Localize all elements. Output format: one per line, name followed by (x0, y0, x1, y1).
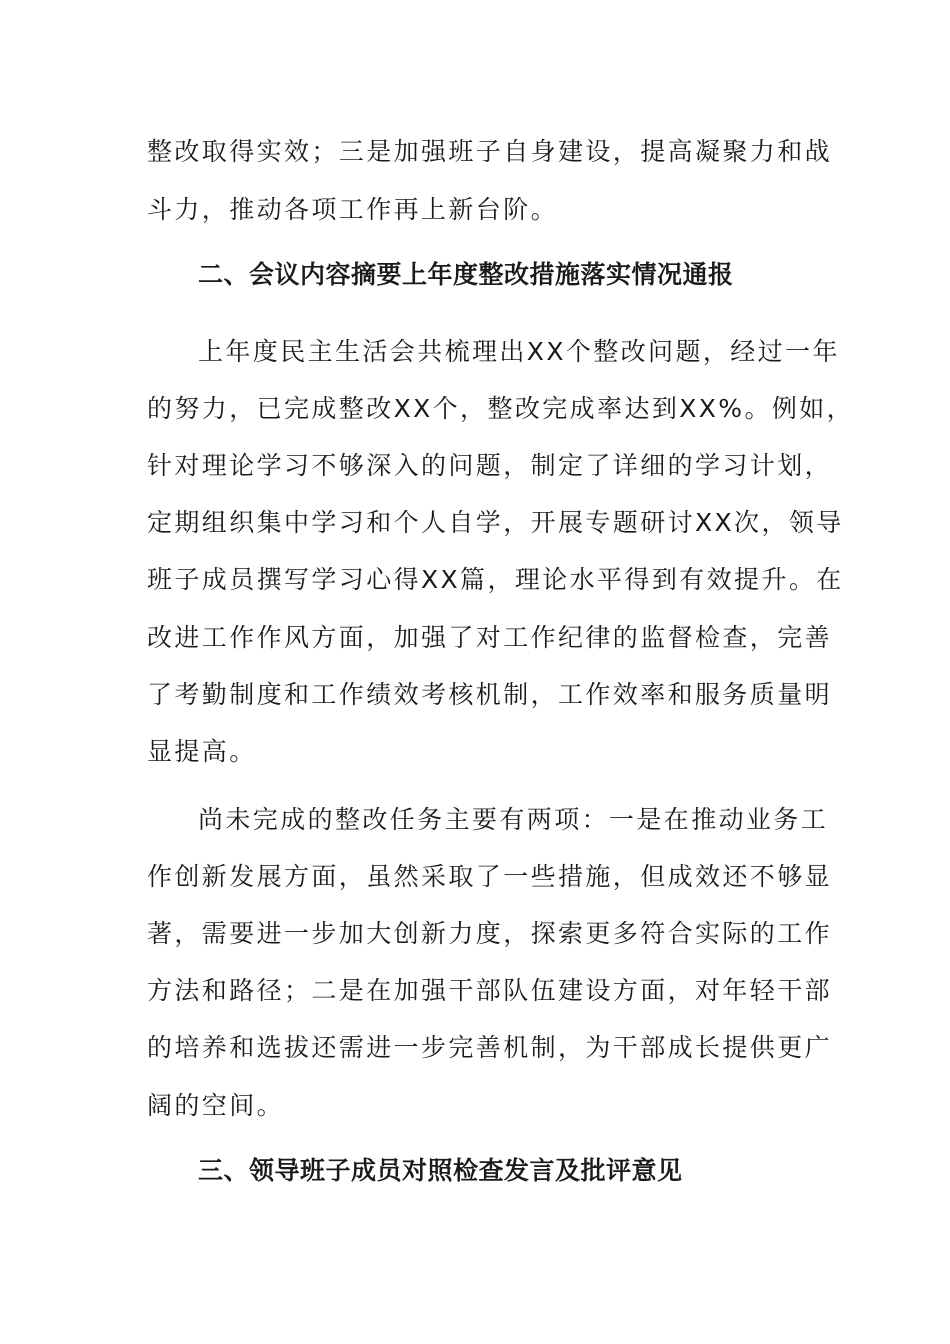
paragraph-progress-line-6: 改进工作作风方面，加强了对工作纪律的监督检查，完善 (147, 623, 833, 652)
paragraph-progress-line-1: 上年度民主生活会共梳理出XX个整改问题，经过一年 (198, 337, 840, 366)
paragraph-pending-line-2: 作创新发展方面，虽然采取了一些措施，但成效还不够显 (147, 862, 833, 891)
paragraph-progress-line-4: 定期组织集中学习和个人自学，开展专题研讨XX次，领导 (147, 508, 844, 537)
section-two-heading: 二、会议内容摘要上年度整改措施落实情况通报 (198, 260, 734, 289)
paragraph-progress-line-8: 显提高。 (147, 737, 257, 766)
paragraph-progress-line-3: 针对理论学习不够深入的问题，制定了详细的学习计划， (147, 451, 833, 480)
paragraph-pending-line-6: 阔的空间。 (147, 1091, 285, 1120)
paragraph-progress-line-2: 的努力，已完成整改XX个，整改完成率达到XX%。例如， (147, 394, 855, 423)
paragraph-intro-line-2: 斗力，推动各项工作再上新台阶。 (147, 195, 559, 224)
paragraph-pending-line-4: 方法和路径；二是在加强干部队伍建设方面，对年轻干部 (147, 976, 833, 1005)
section-three-heading: 三、领导班子成员对照检查发言及批评意见 (198, 1156, 683, 1185)
paragraph-intro-line-1: 整改取得实效；三是加强班子自身建设，提高凝聚力和战 (147, 137, 833, 166)
paragraph-pending-line-3: 著，需要进一步加大创新力度，探索更多符合实际的工作 (147, 919, 833, 948)
paragraph-pending-line-5: 的培养和选拔还需进一步完善机制，为干部成长提供更广 (147, 1033, 833, 1062)
paragraph-pending-line-1: 尚未完成的整改任务主要有两项：一是在推动业务工 (198, 805, 829, 834)
paragraph-progress-line-7: 了考勤制度和工作绩效考核机制，工作效率和服务质量明 (147, 680, 833, 709)
paragraph-progress-line-5: 班子成员撰写学习心得XX篇，理论水平得到有效提升。在 (147, 565, 844, 594)
